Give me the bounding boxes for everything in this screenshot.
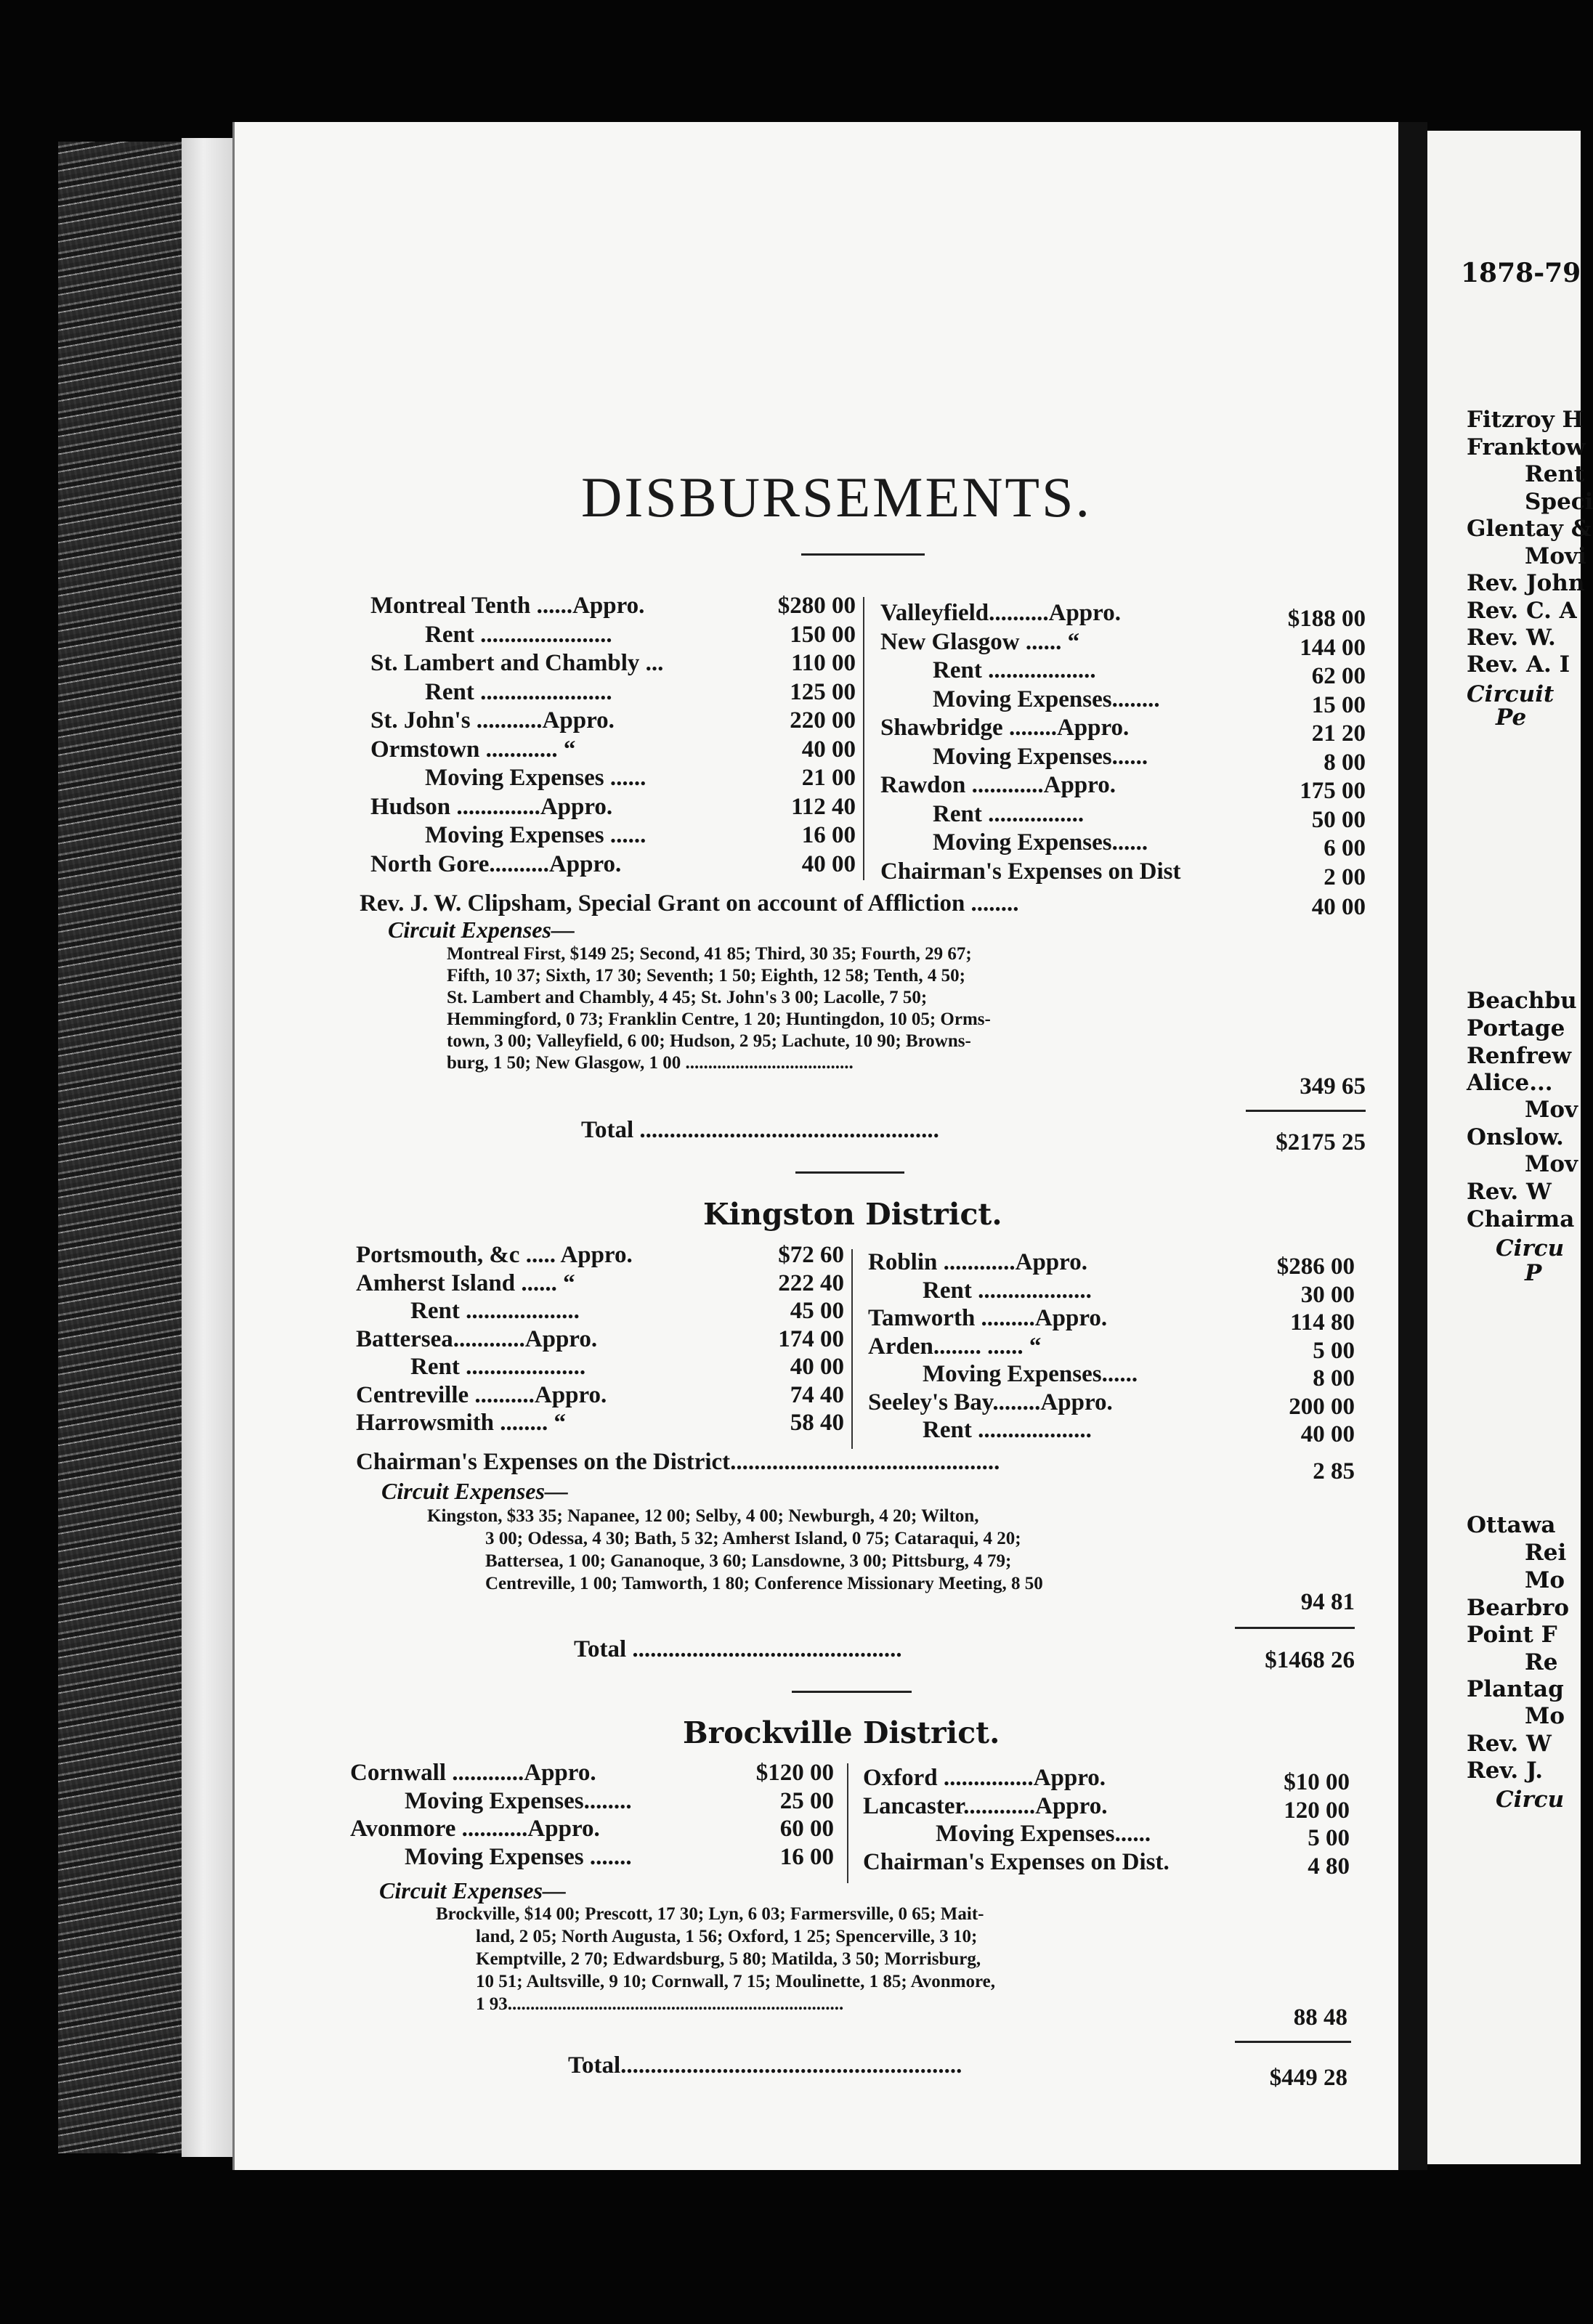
entry-amount: 222 40 (778, 1269, 844, 1296)
total-label: Total .................................................. (581, 1117, 939, 1143)
title-rule (801, 553, 925, 556)
entry-label: Amherst Island ...... “ (356, 1269, 575, 1296)
adjacent-page-line: Chairma (1467, 1206, 1575, 1232)
entry-amount: 175 00 (1300, 778, 1366, 804)
circuit-expense-line: Kingston, $33 35; Napanee, 12 00; Selby, 4 00; Newburgh, 4 20; Wilton, (427, 1506, 979, 1526)
circuit-expense-line: 1 93.......................................................................... (476, 1994, 844, 2014)
entry-label: Avonmore ...........Appro. (350, 1816, 600, 1842)
circuit-amount: 94 81 (1300, 1589, 1355, 1615)
marbled-page-edge (58, 142, 182, 2153)
total-rule (1235, 1627, 1355, 1629)
entry-label: Chairman's Expenses on Dist (880, 858, 1181, 885)
adjacent-page-line: Speci (1525, 489, 1593, 515)
entry-amount: 5 00 (1308, 1825, 1350, 1851)
entry-amount: 8 00 (1313, 1365, 1355, 1391)
adjacent-page-line: Circu (1496, 1787, 1565, 1813)
adjacent-page-line: Rev. John (1467, 570, 1585, 596)
entry-label: Moving Expenses ...... (425, 822, 646, 848)
entry-amount: $286 00 (1276, 1254, 1355, 1280)
entry-label: Moving Expenses........ (405, 1787, 632, 1814)
circuit-expenses-heading: Circuit Expenses— (379, 1877, 566, 1904)
entry-amount: 114 80 (1290, 1309, 1355, 1336)
entry-label: Rent ................... (923, 1277, 1092, 1304)
circuit-expense-line: St. Lambert and Chambly, 4 45; St. John's 3 00; Lacolle, 7 50; (447, 988, 928, 1007)
page-header-year: 1878-79 (1461, 258, 1581, 288)
entry-amount: 200 00 (1289, 1393, 1355, 1420)
circuit-expense-line: 3 00; Odessa, 4 30; Bath, 5 32; Amherst Island, 0 75; Cataraqui, 4 20; (485, 1529, 1021, 1548)
entry-amount: 58 40 (790, 1410, 844, 1436)
entry-label: St. Lambert and Chambly ... (370, 650, 664, 676)
circuit-expenses-heading: Circuit Expenses— (381, 1478, 568, 1504)
district-heading: Kingston District. (703, 1197, 1002, 1232)
section-rule (795, 1171, 904, 1174)
adjacent-page-line: Rev. A. I (1467, 651, 1570, 678)
adjacent-page-line: Rev. W. (1467, 625, 1556, 651)
entry-amount: $120 00 (755, 1760, 834, 1786)
total-label: Total......................................................... (568, 2052, 962, 2079)
adjacent-page-line: Mov (1525, 1097, 1578, 1123)
adjacent-page-line: Franktow (1467, 434, 1586, 460)
adjacent-page-line: Mo (1525, 1567, 1565, 1593)
total-amount: $1468 26 (1265, 1647, 1355, 1673)
entry-amount: 112 40 (791, 793, 856, 820)
column-divider (863, 597, 864, 880)
entry-amount: 120 00 (1284, 1797, 1350, 1824)
circuit-amount: 88 48 (1293, 2004, 1347, 2031)
entry-label: Moving Expenses...... (933, 829, 1148, 856)
adjacent-page-line: Movi (1525, 543, 1586, 569)
adjacent-page-line: Re (1525, 1649, 1558, 1675)
adjacent-page-line: Circuit (1467, 681, 1555, 707)
adjacent-page-line: Rev. W (1467, 1731, 1552, 1757)
entry-label: Shawbridge ........Appro. (880, 715, 1130, 741)
entry-amount: 6 00 (1324, 835, 1366, 861)
book-gutter (1398, 122, 1427, 2170)
entry-amount: 144 00 (1300, 634, 1366, 661)
total-amount: $449 28 (1269, 2065, 1347, 2091)
adjacent-page-line: Point F (1467, 1622, 1557, 1648)
adjacent-page-line: Plantag (1467, 1676, 1564, 1702)
entry-amount: $10 00 (1284, 1769, 1350, 1795)
entry-label: Rent .................... (410, 1354, 586, 1380)
entry-label: St. John's ...........Appro. (370, 707, 615, 734)
entry-label: Rent ...................... (425, 678, 612, 705)
entry-amount: $280 00 (777, 593, 856, 619)
entry-label: Centreville ..........Appro. (356, 1381, 607, 1408)
entry-label: Roblin ............Appro. (868, 1249, 1087, 1275)
page-title: DISBURSEMENTS. (581, 466, 1092, 529)
section-rule (792, 1691, 912, 1693)
entry-amount: 62 00 (1311, 663, 1366, 689)
column-divider (847, 1763, 848, 1883)
adjacent-page-line: Portage (1467, 1015, 1565, 1041)
entry-label: Oxford ...............Appro. (863, 1765, 1106, 1791)
circuit-expense-line: Centreville, 1 00; Tamworth, 1 80; Conference Missionary Meeting, 8 50 (485, 1574, 1043, 1593)
circuit-expense-line: town, 3 00; Valleyfield, 6 00; Hudson, 2 95; Lachute, 10 90; Browns- (447, 1031, 971, 1051)
adjacent-page-line: P (1525, 1260, 1542, 1286)
adjacent-page-line: Ottawa (1467, 1512, 1556, 1538)
entry-amount: 40 00 (790, 1354, 844, 1380)
entry-amount: 60 00 (779, 1816, 834, 1842)
circuit-expense-line: burg, 1 50; New Glasgow, 1 00 ..................................... (447, 1053, 854, 1073)
entry-amount: 21 20 (1311, 720, 1366, 747)
entry-label: Battersea............Appro. (356, 1325, 598, 1352)
entry-label: Chairman's Expenses on Dist. (863, 1848, 1170, 1875)
chairman-expenses-label: Chairman's Expenses on the District............................................. (356, 1449, 1000, 1475)
column-divider (851, 1249, 853, 1449)
circuit-expense-line: Kemptville, 2 70; Edwardsburg, 5 80; Matilda, 3 50; Morrisburg, (476, 1949, 981, 1969)
total-rule (1235, 2041, 1351, 2043)
entry-label: Hudson ..............Appro. (370, 793, 613, 820)
circuit-expenses-heading: Circuit Expenses— (388, 917, 575, 943)
adjacent-page-line: Fitzroy H (1467, 407, 1584, 433)
entry-amount: $188 00 (1287, 606, 1366, 632)
entry-amount: 16 00 (779, 1843, 834, 1870)
adjacent-page-line: Rev. C. A (1467, 598, 1577, 624)
entry-amount: 21 00 (801, 765, 856, 791)
entry-label: Moving Expenses...... (923, 1361, 1138, 1387)
adjacent-page-line: Rent (1525, 461, 1585, 487)
book-page-edges (182, 138, 236, 2157)
entry-amount: 40 00 (1300, 1421, 1355, 1447)
entry-label: Montreal Tenth ......Appro. (370, 593, 645, 619)
entry-label: Moving Expenses...... (933, 743, 1148, 770)
total-label: Total ............................................. (574, 1636, 902, 1662)
adjacent-page-line: Rei (1525, 1540, 1567, 1566)
adjacent-page-line: Mo (1525, 1703, 1565, 1729)
adjacent-page-line: Beachbu (1467, 988, 1577, 1014)
circuit-expense-line: land, 2 05; North Augusta, 1 56; Oxford, 1 25; Spencerville, 3 10; (476, 1927, 978, 1946)
entry-label: Ormstown ............ “ (370, 736, 576, 763)
circuit-expense-line: 10 51; Aultsville, 9 10; Cornwall, 7 15; Moulinette, 1 85; Avonmore, (476, 1972, 995, 1991)
entry-label: Rent ................... (410, 1298, 580, 1324)
entry-label: Rawdon ............Appro. (880, 772, 1116, 798)
chairman-expenses-amount: 2 85 (1313, 1458, 1355, 1484)
circuit-expense-line: Montreal First, $149 25; Second, 41 85; Third, 30 35; Fourth, 29 67; (447, 944, 972, 964)
adjacent-page-line: Rev. J. (1467, 1758, 1544, 1784)
adjacent-page-line: Circu (1496, 1235, 1565, 1261)
circuit-expense-line: Battersea, 1 00; Gananoque, 3 60; Lansdowne, 3 00; Pittsburg, 4 79; (485, 1551, 1012, 1571)
entry-amount: 40 00 (801, 850, 856, 877)
entry-label: Valleyfield..........Appro. (880, 600, 1121, 626)
entry-label: North Gore..........Appro. (370, 850, 622, 877)
circuit-expense-line: Hemmingford, 0 73; Franklin Centre, 1 20; Huntingdon, 10 05; Orms- (447, 1009, 991, 1029)
entry-label: Moving Expenses........ (933, 686, 1160, 712)
entry-label: Moving Expenses ....... (405, 1843, 632, 1870)
adjacent-page-line: Mov (1525, 1151, 1578, 1177)
entry-amount: 50 00 (1311, 806, 1366, 833)
entry-amount: 5 00 (1313, 1337, 1355, 1364)
entry-amount: 150 00 (790, 621, 856, 648)
entry-amount: 110 00 (791, 650, 856, 676)
entry-amount: 174 00 (778, 1325, 844, 1352)
entry-amount: 40 00 (801, 736, 856, 763)
total-rule (1246, 1110, 1366, 1112)
total-amount: $2175 25 (1276, 1129, 1366, 1155)
entry-label: Moving Expenses ...... (425, 765, 646, 791)
entry-amount: 4 80 (1308, 1853, 1350, 1880)
special-grant-label: Rev. J. W. Clipsham, Special Grant on account of Affliction ........ (360, 890, 1019, 917)
adjacent-page-line: Onslow. (1467, 1124, 1564, 1150)
entry-amount: 16 00 (801, 822, 856, 848)
entry-label: Rent ...................... (425, 621, 612, 648)
circuit-amount: 349 65 (1300, 1073, 1366, 1100)
entry-label: Harrowsmith ........ “ (356, 1410, 567, 1436)
entry-amount: 220 00 (790, 707, 856, 734)
entry-label: Arden........ ...... “ (868, 1333, 1042, 1360)
entry-label: New Glasgow ...... “ (880, 628, 1080, 655)
entry-label: Moving Expenses...... (936, 1821, 1151, 1847)
circuit-expense-line: Brockville, $14 00; Prescott, 17 30; Lyn, 6 03; Farmersville, 0 65; Mait- (436, 1904, 984, 1924)
entry-amount: 2 00 (1324, 864, 1366, 890)
adjacent-page (1427, 131, 1593, 2164)
special-grant-amount: 40 00 (1311, 894, 1366, 920)
entry-amount: 125 00 (790, 678, 856, 705)
entry-label: Rent ................ (933, 800, 1085, 827)
entry-amount: 30 00 (1300, 1281, 1355, 1308)
entry-amount: 45 00 (790, 1298, 844, 1324)
entry-label: Portsmouth, &c ..... Appro. (356, 1242, 633, 1268)
adjacent-page-line: Renfrew (1467, 1043, 1572, 1069)
entry-label: Rent .................. (933, 657, 1096, 683)
entry-amount: $72 60 (778, 1242, 844, 1268)
adjacent-page-line: Rev. W (1467, 1179, 1552, 1205)
entry-label: Lancaster............Appro. (863, 1792, 1108, 1819)
circuit-expense-line: Fifth, 10 37; Sixth, 17 30; Seventh; 1 50; Eighth, 12 58; Tenth, 4 50; (447, 966, 965, 986)
entry-amount: 74 40 (790, 1381, 844, 1408)
entry-amount: 25 00 (779, 1787, 834, 1814)
adjacent-page-line: Bearbro (1467, 1595, 1570, 1621)
entry-label: Rent ................... (923, 1417, 1092, 1443)
entry-label: Tamworth .........Appro. (868, 1305, 1108, 1331)
entry-label: Seeley's Bay........Appro. (868, 1389, 1113, 1415)
district-heading: Brockville District. (683, 1715, 1000, 1750)
adjacent-page-line: Glentay & (1467, 516, 1592, 542)
entry-amount: 15 00 (1311, 691, 1366, 718)
adjacent-page-line: Pe (1496, 704, 1527, 731)
entry-amount: 8 00 (1324, 749, 1366, 776)
entry-label: Cornwall ............Appro. (350, 1760, 596, 1786)
adjacent-page-line: Alice... (1467, 1070, 1553, 1096)
